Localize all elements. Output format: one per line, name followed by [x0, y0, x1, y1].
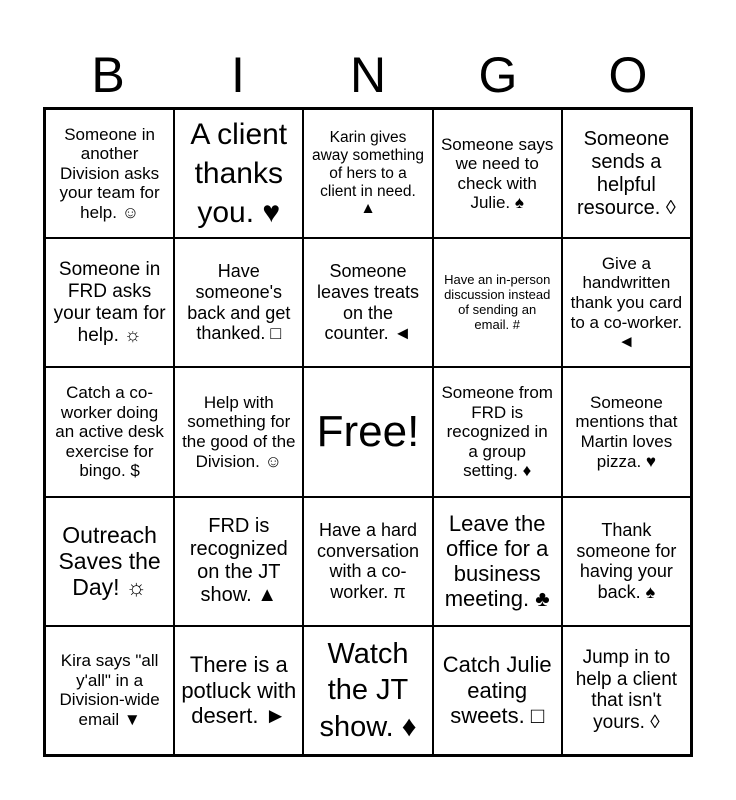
bingo-cell[interactable]: Someone in another Division asks your team for help. ☺: [45, 109, 174, 238]
bingo-cell[interactable]: Someone sends a helpful resource. ◊: [562, 109, 691, 238]
bingo-cell[interactable]: FRD is recognized on the JT show. ▲: [174, 497, 303, 626]
header-letter-b: B: [91, 47, 125, 103]
header-letter-i: I: [231, 47, 245, 103]
bingo-cell[interactable]: Someone from FRD is recognized in a group setting. ♦: [433, 367, 562, 496]
bingo-cell[interactable]: Someone leaves treats on the counter. ◄: [303, 238, 432, 367]
bingo-cell[interactable]: Help with something for the good of the Division. ☺: [174, 367, 303, 496]
bingo-cell[interactable]: Kira says "all y'all" in a Division-wide email ▼: [45, 626, 174, 755]
bingo-cell[interactable]: Catch Julie eating sweets. □: [433, 626, 562, 755]
bingo-cell[interactable]: Have an in-person discussion instead of sending an email. #: [433, 238, 562, 367]
bingo-cell[interactable]: Someone says we need to check with Julie. ♠: [433, 109, 562, 238]
bingo-cell[interactable]: Have someone's back and get thanked. □: [174, 238, 303, 367]
bingo-cell[interactable]: Have a hard conversation with a co-worker. π: [303, 497, 432, 626]
free-space[interactable]: Free!: [303, 367, 432, 496]
bingo-cell[interactable]: Catch a co-worker doing an active desk exercise for bingo. $: [45, 367, 174, 496]
header-letter-g: G: [478, 47, 518, 103]
bingo-cell[interactable]: Someone in FRD asks your team for help. ☼: [45, 238, 174, 367]
bingo-cell[interactable]: Watch the JT show. ♦: [303, 626, 432, 755]
bingo-cell[interactable]: Someone mentions that Martin loves pizza. ♥: [562, 367, 691, 496]
header-letter-o: O: [608, 47, 648, 103]
bingo-cell[interactable]: Thank someone for having your back. ♠: [562, 497, 691, 626]
bingo-card: [43, 107, 693, 757]
bingo-cell[interactable]: Leave the office for a business meeting. ♣: [433, 497, 562, 626]
header-letter-n: N: [349, 47, 387, 103]
bingo-cell[interactable]: Jump in to help a client that isn't yours. ◊: [562, 626, 691, 755]
bingo-cell[interactable]: Karin gives away something of hers to a client in need. ▲: [303, 109, 432, 238]
bingo-header: [43, 44, 693, 106]
bingo-cell[interactable]: Give a handwritten thank you card to a co-worker. ◄: [562, 238, 691, 367]
bingo-cell[interactable]: There is a potluck with desert. ►: [174, 626, 303, 755]
bingo-cell[interactable]: A client thanks you. ♥: [174, 109, 303, 238]
bingo-cell[interactable]: Outreach Saves the Day! ☼: [45, 497, 174, 626]
